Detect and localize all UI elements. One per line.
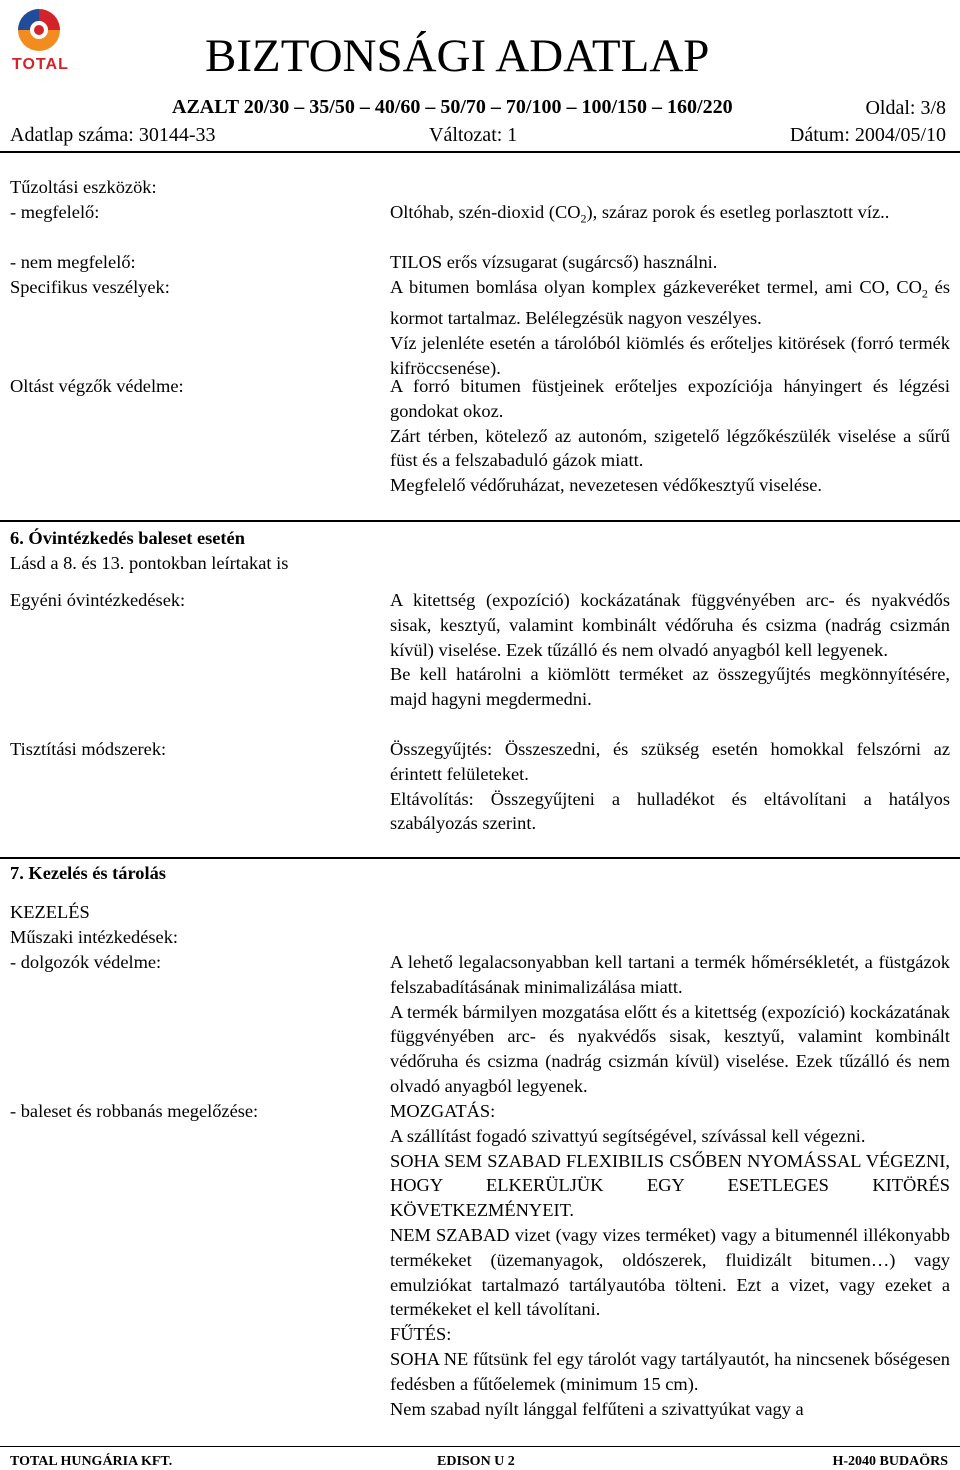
hazards-value [390, 275, 950, 381]
personal-label: Egyéni óvintézkedések: [10, 590, 186, 610]
technical-label: Műszaki intézkedések: [10, 927, 179, 947]
footer-city: H-2040 BUDAÖRS [832, 1454, 948, 1469]
section-7-heading: 7. Kezelés és tárolás [10, 863, 166, 883]
suitable-value [390, 200, 950, 231]
footer-divider [0, 1446, 960, 1447]
personal-p1: A kitettség (expozíció) kockázatának függvényében arc- és nyakvédős sisak, kesztyű, valamint kombinált védőruha és csizma (nadrág csizmán kívül) viselése. Ezek tűzálló és nem olvadó anyagból kell legyenek. [390, 590, 950, 660]
cleanup-p2: Eltávolítás: Összegyűjteni a hulladékot és eltávolítani a hatályos szabályozás szerint. [390, 788, 950, 834]
protection-p3: Megfelelő védőruházat, nevezetesen védőkesztyű viselése. [390, 475, 822, 496]
prevention-value [390, 1099, 950, 1421]
moving-heading: MOZGATÁS: [390, 1101, 496, 1121]
hazards-label: Specifikus veszélyek: [10, 277, 170, 297]
subscript: 2 [580, 211, 587, 226]
prevention-label: - baleset és robbanás megelőzése: [10, 1101, 259, 1121]
protection-label: Oltást végzők védelme: [10, 376, 184, 396]
personal-p2: Be kell határolni a kiömlött terméket az összegyűjtés megkönnyítésére, majd hagyni megdermedni. [390, 664, 950, 710]
section-6-heading: 6. Óvintézkedés baleset esetén [10, 528, 245, 548]
section-divider [0, 520, 960, 522]
product-grades: AZALT 20/30 – 35/50 – 40/60 – 50/70 – 70/100 – 100/150 – 160/220 [172, 96, 733, 118]
section-divider [0, 857, 960, 859]
sheet-number: Adatlap száma: 30144-33 [10, 124, 216, 146]
unsuitable-label: - nem megfelelő: [10, 252, 136, 272]
suitable-value-text-end: ), száraz porok és esetleg porlasztott víz.. [586, 202, 890, 222]
cleanup-value [390, 737, 950, 836]
moving-p2: SOHA SEM SZABAD FLEXIBILIS CSŐBEN NYOMÁSSAL VÉGEZNI, HOGY ELKERÜLJÜK EGY ESETLEGES KITÖRÉS KÖVETKEZMÉNYEIT. [390, 1150, 950, 1221]
total-logo-text: TOTAL [12, 56, 69, 73]
protection-p1: A forró bitumen füstjeinek erőteljes expozíciója hányingert és légzési gondokat okoz. [390, 376, 950, 421]
handling-subheading: KEZELÉS [10, 902, 90, 922]
subscript: 2 [921, 286, 928, 301]
moving-p1: A szállítást fogadó szivattyú segítségével, szívással kell végezni. [390, 1125, 866, 1146]
hazards-water: Víz jelenléte esetén a tárolóból kiömlés és erőteljes kitörések (forró termék kifröccsenése). [390, 333, 950, 379]
header-divider [0, 151, 960, 153]
workers-value [390, 950, 950, 1099]
hazards-text: A bitumen bomlása olyan komplex gázkeveréket termel, ami CO, CO [390, 277, 922, 297]
moving-p3: NEM SZABAD vizet (vagy vizes terméket) vagy a bitumennél illékonyabb termékeket (üzemanyagok, oldószerek, fluidizált bitumen…) vagy emulziókat tartalmazó tartályautóba tölteni. Ezt a vizet, vagy ezeket a termékeket el kell távolítani. [390, 1224, 950, 1320]
page-number: Oldal: 3/8 [865, 97, 946, 119]
heating-p1: SOHA NE fűtsünk fel egy tárolót vagy tartályautót, ha nincsenek bőségesen fedésben a fűtőelemek (minimum 15 cm). [390, 1348, 950, 1394]
hazards-text-end: és kormot tartalmaz. Belélegzésük nagyon veszélyes. [390, 277, 950, 329]
document-title: BIZTONSÁGI ADATLAP [205, 30, 710, 82]
suitable-value-text: Oltóhab, szén-dioxid (CO [390, 202, 581, 222]
cleanup-label: Tisztítási módszerek: [10, 739, 167, 759]
version: Változat: 1 [429, 124, 518, 146]
personal-value [390, 588, 950, 712]
suitable-label: - megfelelő: [10, 202, 100, 222]
workers-p2: A termék bármilyen mozgatása előtt és a kitettség (expozíció) kockázatának függvényében arc- és nyakvédős sisak, kesztyű, valamint kombinált védőruha és csizma (nadrág csizmán kívül) viselése. Ezek tűzálló és nem olvadó anyagból legyenek. [390, 1001, 950, 1096]
section-6-note: Lásd a 8. és 13. pontokban leírtakat is [10, 553, 289, 573]
protection-value [390, 374, 950, 498]
protection-p2: Zárt térben, kötelező az autonóm, szigetelő légzőkészülék viselése a sűrű füst és a felszabaduló gázok miatt. [390, 425, 950, 471]
fire-equipment-label: Tűzoltási eszközök: [10, 177, 157, 197]
date: Dátum: 2004/05/10 [789, 124, 946, 146]
workers-label: - dolgozók védelme: [10, 952, 162, 972]
cleanup-p1: Összegyűjtés: Összeszedni, és szükség esetén homokkal felszórni az érintett felületeket. [390, 739, 950, 784]
unsuitable-value: TILOS erős vízsugarat (sugárcső) használni. [390, 252, 718, 272]
footer-company: TOTAL HUNGÁRIA KFT. [10, 1454, 173, 1469]
total-logo [8, 4, 70, 76]
heating-heading: FŰTÉS: [390, 1324, 452, 1345]
heating-p2: Nem szabad nyílt lánggal felfűteni a szivattyúkat vagy a [390, 1398, 804, 1419]
workers-p1: A lehető legalacsonyabban kell tartani a termék hőmérsékletét, a füstgázok felszabadításának minimalizálása miatt. [390, 952, 950, 997]
footer-address: EDISON U 2 [437, 1454, 515, 1469]
